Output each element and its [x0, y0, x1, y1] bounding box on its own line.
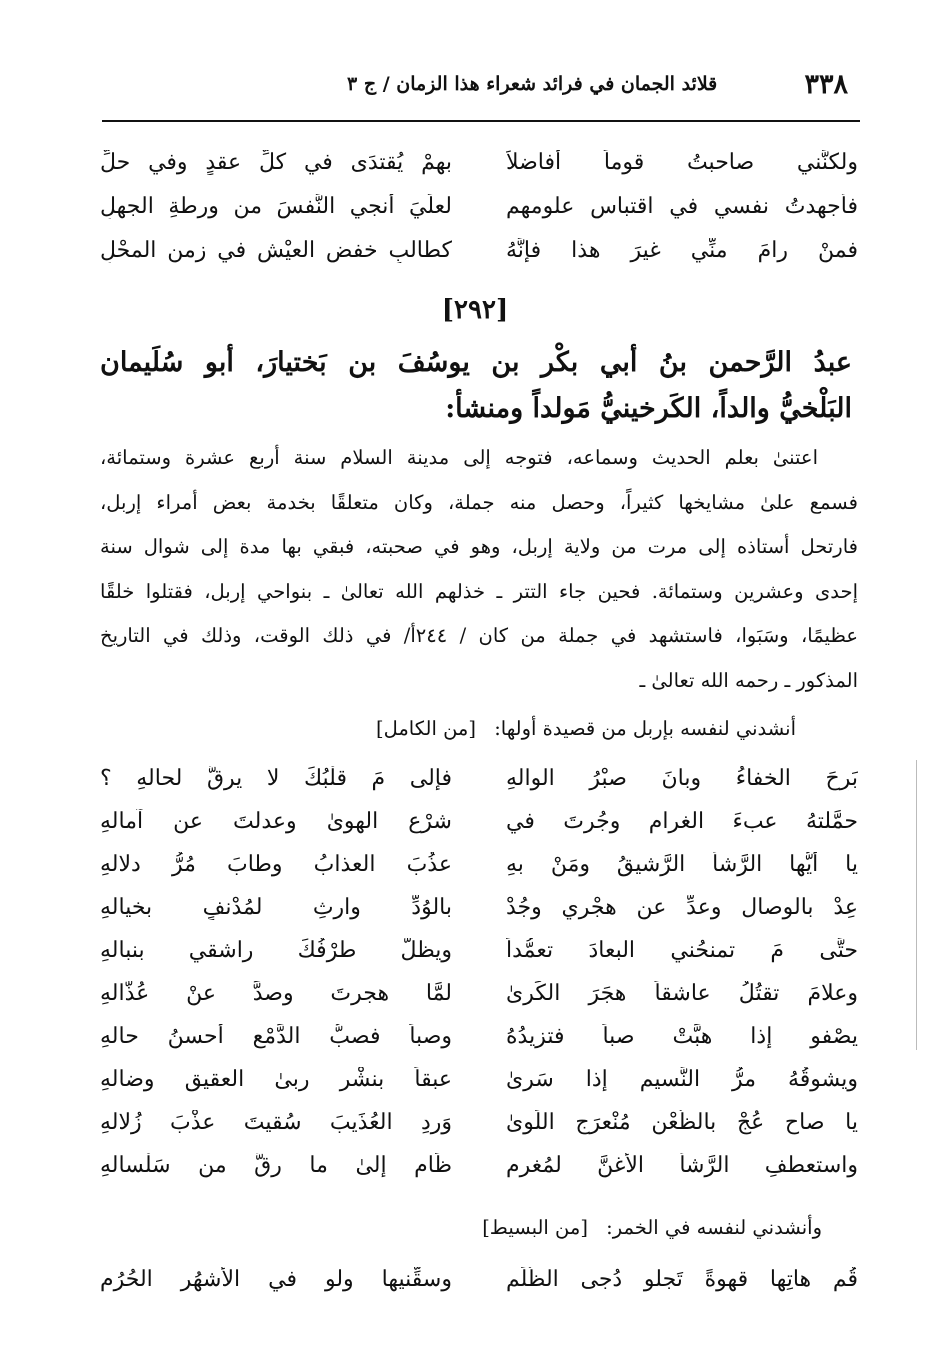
- verse-first-hemistich: يصْفو إذا هبَّتْ صباً فتزيدُهُ: [506, 1024, 858, 1049]
- verse-row: [100, 757, 858, 800]
- wine-poem: [100, 1255, 858, 1303]
- verse-row: [100, 140, 858, 184]
- running-title: قلائد الجمان في فرائد شعراء هذا الزمان / ج ٣: [347, 73, 718, 95]
- verse-first-hemistich: وعلامَ تقتُلُ عاشقاً هجَرَ الكَرىٰ: [506, 981, 858, 1006]
- heading-line: عبدُ الرَّحمن بنُ أبي بكْر بن يوسُفَ بن بَختيارَ، أبو سُلَيمان: [100, 347, 852, 378]
- verse-first-hemistich: يا صاحِ عُجْ بالظَّعْنِ مُنْعرَجِ اللِّوىٰ: [506, 1110, 858, 1135]
- verse-first-hemistich: ويشوقُهُ مرُّ النَّسيمِ إذا سَرىٰ: [506, 1067, 858, 1092]
- paragraph-line: فسمع علىٰ مشايخها كثيراً، وحصل منه جملة، وكان متعلقًا بخدمة بعض أمراء إربل،: [100, 490, 858, 514]
- verse-row: [100, 184, 858, 228]
- verse-row: [100, 886, 858, 929]
- header-rule: [102, 120, 860, 122]
- main-poem: [100, 757, 858, 1187]
- paragraph-line: فارتحل أستاذه إلى مرت من ولاية إربل، وهو في صحبته، فبقي بها مدة إلى شوال سنة: [100, 535, 858, 558]
- verse-second-hemistich: لمَّا هجرتَ وصدَّ عنْ عُذَّالهِ: [100, 981, 452, 1006]
- paragraph-line: إحدى وعشرين وستمائة. فحين جاء التتر ـ خذلهم الله تعالىٰ ـ بنواحي إربل، فقتلوا خلقًا: [100, 579, 858, 603]
- top-poem: [100, 140, 858, 272]
- verse-row: [100, 800, 858, 843]
- verse-second-hemistich: لعلِّيَ أنجي النَّفسَ من ورطةِ الجهلِ: [100, 193, 452, 219]
- verse-row: [100, 929, 858, 972]
- verse-row: [100, 1255, 858, 1303]
- verse-first-hemistich: عِدْ بالوصال وعدِّ عن هجْري وجُدْ: [506, 895, 858, 920]
- verse-row: [100, 1101, 858, 1144]
- verse-second-hemistich: وصباً فصبُّ الدَّمْعِ أحسنُ حالهِ: [100, 1024, 452, 1049]
- introduction-text: وأنشدني لنفسه في الخمر:: [606, 1216, 822, 1239]
- verse-row: [100, 843, 858, 886]
- verse-row: [100, 1058, 858, 1101]
- verse-row: [100, 1144, 858, 1187]
- introduction-text: أنشدني لنفسه بإربل من قصيدة أولها:: [494, 717, 796, 740]
- paragraph-line: المذكور ـ رحمه الله تعالىٰ ـ: [639, 668, 858, 692]
- poem-introduction: [482, 1216, 822, 1239]
- verse-row: [100, 972, 858, 1015]
- verse-second-hemistich: كطالبِ خفضِ العيْشِ في زمنِ المحْلِ: [100, 237, 452, 263]
- biography-paragraph: [100, 436, 858, 703]
- paragraph-line: عظيمًا، وسَبَوا، فاستشهد في جملة من كان / ٢٤٤أ/ في ذلك الوقت، وذلك في التاريخ: [100, 624, 858, 647]
- page-number: ٣٣٨: [804, 68, 848, 100]
- verse-row: [100, 1015, 858, 1058]
- verse-first-hemistich: يا أيُّها الرَّشأُ الرَّشيقُ ومَنْ بهِ: [506, 852, 858, 877]
- verse-first-hemistich: بَرِحَ الخفاءُ وبانَ صبْرُ الوالهِ: [506, 766, 858, 791]
- paragraph-line: اعتنىٰ بعلم الحديث وسماعه، فتوجه إلى مدينة السلام سنة أربع عشرة وستمائة،: [100, 446, 818, 469]
- entry-heading: [100, 340, 852, 432]
- meter-label: [من الكامل]: [375, 717, 476, 740]
- verse-first-hemistich: حتَّى مَ تمنحُني البعادَ تعمُّداً: [506, 938, 858, 963]
- verse-second-hemistich: فإلى مَ قلْبُكَ لا يرقُّ لحالهِ ؟: [100, 766, 452, 791]
- verse-first-hemistich: قُم هاتِها قهوةً تَجلو دُجى الظُّلَمِ: [506, 1266, 858, 1292]
- page-header: [102, 64, 848, 104]
- margin-line: [916, 760, 917, 1050]
- verse-second-hemistich: وَرِدِ العُذَيبَ سُقيتَ عذْبَ زُلالهِ: [100, 1110, 452, 1135]
- verse-second-hemistich: عبقاً بنشْرِ ربىٰ العقيق وضالهِ: [100, 1067, 452, 1092]
- verse-second-hemistich: بهمْ يُقتدَى في كلِّ عقدٍ وفي حلِّ: [100, 149, 452, 175]
- verse-second-hemistich: بالوُدِّ وارثِ لمُدْنفٍ بخيالهِ: [100, 895, 452, 920]
- verse-second-hemistich: شرْعِ الهوىٰ وعدلتَ عن آمالهِ: [100, 809, 452, 834]
- verse-row: [100, 228, 858, 272]
- poem-introduction: [376, 717, 796, 740]
- heading-line: البَلْخيُّ والداً، الكَرخينيُّ مَولداً ومنشأ:: [445, 393, 852, 424]
- verse-second-hemistich: ويظلُّ طرْفُكَ راشقي بنبالهِ: [100, 938, 452, 963]
- verse-first-hemistich: فأجهدتُ نفسي في اقتباس علومهم: [506, 193, 858, 219]
- verse-first-hemistich: واستعطفِ الرَّشأَ الأغنَّ لمُغرمٍ: [506, 1153, 858, 1178]
- entry-number: [٢٩٢]: [441, 295, 509, 325]
- meter-label: [من البسيط]: [482, 1216, 588, 1239]
- verse-second-hemistich: ظَامٍ إلىٰ ما رقَّ من سَلْسالهِ: [100, 1153, 452, 1178]
- verse-second-hemistich: عذُبَ العذابُ وطابَ مُرُّ دلالهِ: [100, 852, 452, 877]
- verse-first-hemistich: حمَّلتهُ عبءَ الغرام وجُرتَ في: [506, 809, 858, 834]
- verse-second-hemistich: وسقِّنيها ولو في الأشهُرِ الحُرُمِ: [100, 1266, 452, 1292]
- verse-first-hemistich: فمنْ رامَ منِّي غيرَ هذا فإنَّهُ: [506, 237, 858, 263]
- verse-first-hemistich: ولكنَّني صاحبتُ قوماً أفاضلاً: [506, 149, 858, 175]
